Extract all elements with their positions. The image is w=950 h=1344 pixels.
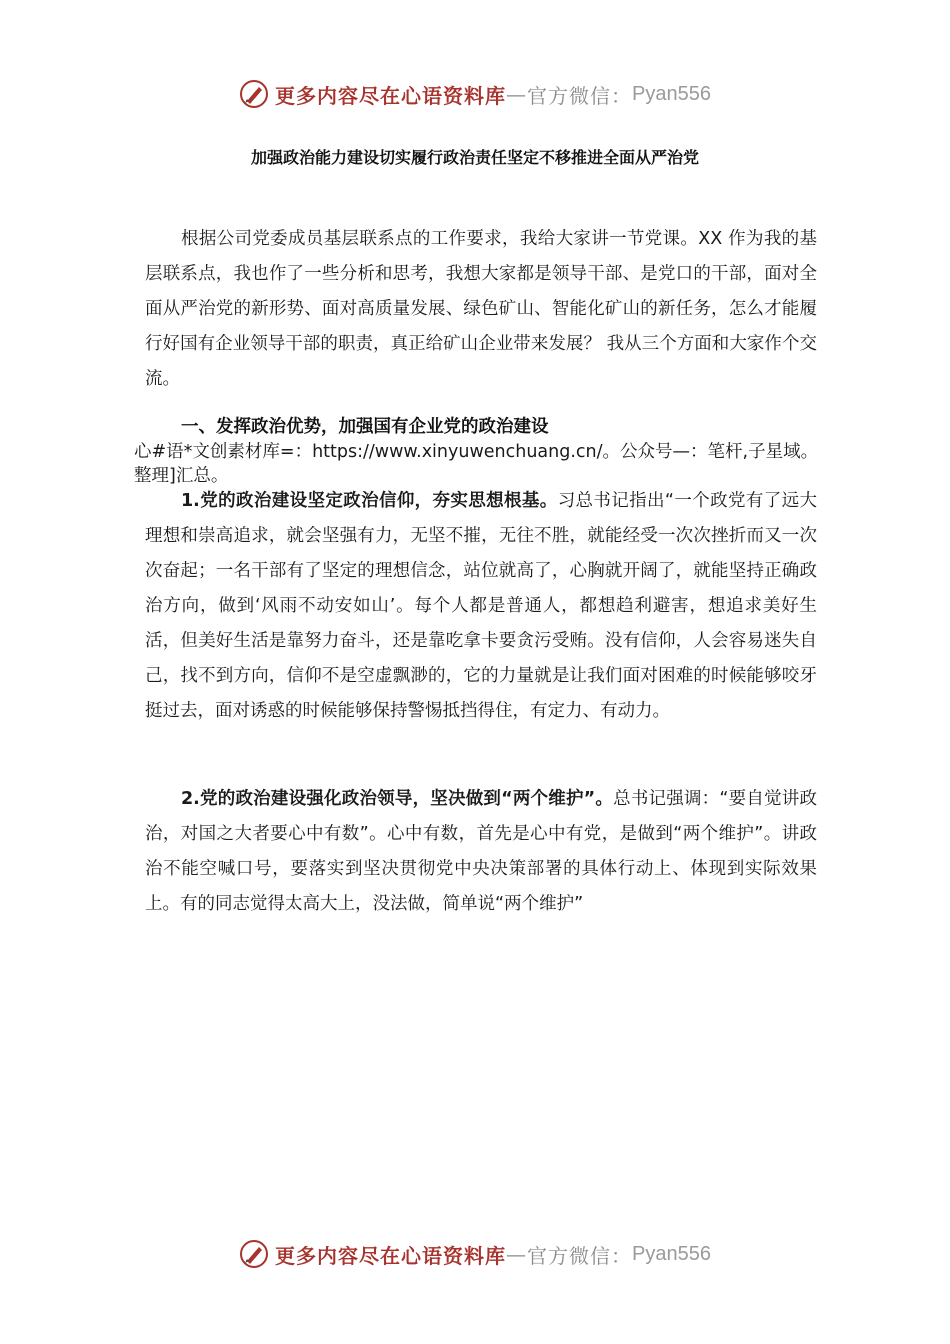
point-1-body: 习总书记指出“一个政党有了远大理想和崇高追求，就会坚强有力，无坚不摧，无往不胜，就能经受一次次挫折而又一次次奋起；一名干部有了坚定的理想信念，站位就高了，心胸就开阔了，就能坚持正确政治方向，做到‘风雨不动安如山’。每个人都是普通人，都想趋利避害，想追求美好生活，但美好生活是靠努力奋斗，还是靠吃拿卡要贪污受贿。没有信仰，人会容易迷失自己，找不到方向，信仰不是空虚飘渺的，它的力量就是让我们面对困难的时候能够咬牙挺过去，面对诱惑的时候能够保持警惕抵挡得住，有定力、有动力。 bbox=[145, 491, 817, 721]
pen-logo-icon bbox=[239, 79, 269, 109]
banner-wechat-label: 官方微信： bbox=[527, 1243, 633, 1268]
section-heading: 一、发挥政治优势，加强国有企业党的政治建设 bbox=[181, 417, 549, 437]
point-2-lead: 2.党的政治建设强化政治领导，坚决做到“两个维护”。 bbox=[181, 789, 614, 809]
banner-wechat-label: 官方微信： bbox=[527, 83, 633, 108]
header-banner bbox=[0, 74, 950, 114]
point-2-body: 总书记强调：“要自觉讲政治，对国之大者要心中有数”。心中有数，首先是心中有党，是做到“两个维护”。讲政治不能空喊口号，要落实到坚决贯彻党中央决策部署的具体行动上、体现到实际效果上。有的同志觉得太高大上，没法做，简单说“两个维护” bbox=[145, 789, 817, 914]
source-note: 心#语*文创素材库=：https://www.xinyuwenchuang.cn/。公众号—：笔杆,子星域。整理]汇总。 bbox=[134, 442, 819, 486]
document-title: 加强政治能力建设切实履行政治责任坚定不移推进全面从严治党 bbox=[250, 148, 699, 167]
banner-wechat-id: Pyan556 bbox=[632, 1242, 711, 1265]
point-1-lead: 1.党的政治建设坚定政治信仰，夯实思想根基。 bbox=[181, 491, 558, 511]
point-1-paragraph bbox=[145, 484, 817, 729]
banner-wechat-id: Pyan556 bbox=[632, 82, 711, 105]
banner-dash: — bbox=[506, 1242, 528, 1266]
banner-text: 更多内容尽在心语资料库 bbox=[275, 83, 507, 108]
point-2-paragraph bbox=[145, 782, 817, 922]
intro-paragraph: 根据公司党委成员基层联系点的工作要求，我给大家讲一节党课。XX 作为我的基层联系点，我也作了一些分析和思考，我想大家都是领导干部、是党口的干部，面对全面从严治党的新形势、面对高质量发展、绿色矿山、智能化矿山的新任务，怎么才能履行好国有企业领导干部的职责，真正给矿山企业带来发展？ 我从三个方面和大家作个交流。 bbox=[145, 229, 817, 389]
pen-logo-icon bbox=[239, 1239, 269, 1269]
footer-banner bbox=[0, 1234, 950, 1274]
banner-text: 更多内容尽在心语资料库 bbox=[275, 1243, 507, 1268]
banner-dash: — bbox=[506, 82, 528, 106]
